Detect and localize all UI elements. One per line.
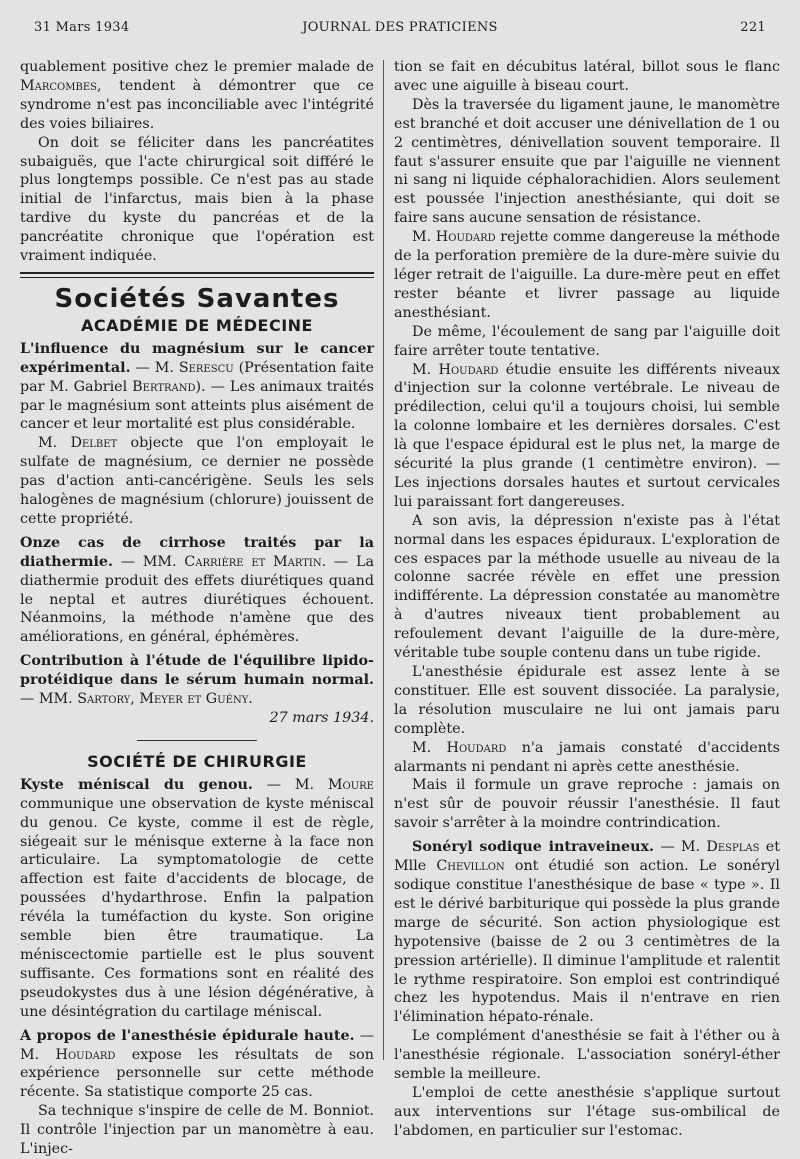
chirurgie-item-technique: Sa technique s'inspire de celle de M. Bonniot. Il contrôle l'injection par un manomètre à eau. L'injec- <box>20 1103 374 1158</box>
academie-heading: ACADÉMIE DE MÉDECINE <box>81 315 313 335</box>
chirurgie-item-anesthesie: A propos de l'anesthésie épidurale haute. — M. Houdard expose les résultats de son expérience personnelle sur cette méthode récente. Sa statistique comporte 25 cas. <box>20 1027 375 1101</box>
left-column <box>20 58 374 1159</box>
chirurgie-heading: SOCIÉTÉ DE CHIRURGIE <box>87 751 307 771</box>
section-title: Sociétés Savantes <box>54 283 340 314</box>
academie-item-delbet: M. Delbet objecte que l'on employait le sulfate de magnésium, ce dernier ne possède pas d'action anti-cancérigène. Seuls les sels halogènes de magnésium (chlorure) jouissent de cette propriété. <box>20 435 374 527</box>
intro-paragraph-2: On doit se féliciter dans les pancréatites subaiguës, que l'acte chirurgical soit différé le plus longtemps possible. Ce n'est pas au stade initial de l'infarctus, mais bien à la phase tardive du kyste du pancréas et de la pancréatite chronique que l'opération est vraiment indiquée. <box>20 134 374 265</box>
right-paragraph-3: M. Houdard rejette comme dangereuse la méthode de la perforation première de la dure-mère suivie du léger retrait de l'aiguille. La dure-mère peut en effet rester béante et livrer passage au liquide anesthésiant. <box>394 229 781 321</box>
right-paragraph-8: M. Houdard n'a jamais constaté d'accidents alarmants ni pendant ni après cette anesthésie. <box>394 739 780 775</box>
right-paragraph-4: De même, l'écoulement de sang par l'aiguille doit faire arrêter toute tentative. <box>394 323 780 359</box>
academie-date: 27 mars 1934. <box>269 710 374 726</box>
page-header <box>34 20 766 40</box>
right-column <box>394 58 780 1141</box>
separator-rule <box>137 740 257 741</box>
right-paragraph-5: M. Houdard étudie ensuite les différents niveaux d'injection sur la colonne vertébrale. Le niveau de prédilection, celui qu'il a toujours choisi, lui semble la colonne lombaire et les dernières dorsales. C'est là que l'espace épidural est le plus net, la marge de sécurité la plus grande (1 centimètre environ). — Les injections dorsales hautes et surtout cervicales lui paraissant fort dangereuses. <box>394 361 780 510</box>
header-journal-title: JOURNAL DES PRATICIENS <box>302 20 498 35</box>
right-paragraph-11: Le complément d'anesthésie se fait à l'éther ou à l'anesthésie régionale. L'association sonéryl-éther semble la meilleure. <box>394 1028 780 1083</box>
academie-item-cirrhose: Onze cas de cirrhose traités par la diathermie. — MM. Carrière et Martin. — La diathermie produit des effets diurétiques quand le neptal et autres diurétiques échouent. Néanmoins, la méthode n'amène que des améliorations, en général, éphémères. <box>20 534 374 646</box>
right-paragraph-9: Mais il formule un grave reproche : jamais on n'est sûr de pouvoir réussir l'anesthésie. Il faut savoir s'arrêter à la moindre contrindication. <box>394 777 780 832</box>
header-date: 31 Mars 1934 <box>34 20 130 35</box>
right-paragraph-12: L'emploi de cette anesthésie s'applique surtout aux interventions sur l'étage sus-ombilical de l'abdomen, en particulier sur l'estomac. <box>394 1084 780 1139</box>
author-name: Marcombes <box>20 77 97 94</box>
header-page-number: 221 <box>740 20 766 35</box>
right-paragraph-2: Dès la traversée du ligament jaune, le manomètre est branché et doit accuser une dénivellation de 1 ou 2 centimètres, dénivellation souvent temporaire. Il faut s'assurer ensuite que par l'aiguille ne viennent ni sang ni liquide céphalorachidien. Alors seulement est poussée l'injection anesthésiante, qui doit se faire sans aucune sensation de résistance. <box>394 96 780 227</box>
right-paragraph-7: L'anesthésie épidurale est assez lente à se constituer. Elle est souvent dissociée. La paralysie, la résolution musculaire ne lui ont jamais paru complète. <box>394 664 780 737</box>
academie-item-lipido: Contribution à l'étude de l'équilibre lipido-protéidique dans le sérum humain normal. — MM. Sartory, Meyer et Guény. <box>20 653 374 708</box>
column-divider <box>383 60 384 1060</box>
right-paragraph-6: A son avis, la dépression n'existe pas à l'état normal dans les espaces épiduraux. L'exploration de ces espaces par la méthode usuelle au niveau de la colonne sacrée révèle en effet une pression indifférente. La dépression constatée au manomètre à d'autres niveaux tient probablement au refoulement devant l'aiguille de la dure-mère, véritable tube souple contenu dans un tube rigide. <box>394 512 780 662</box>
right-paragraph-1: tion se fait en décubitus latéral, billot sous le flanc avec une aiguille à biseau court. <box>394 59 780 94</box>
intro-paragraph-1: quablement positive chez le premier malade de Marcombes, tendent à démontrer que ce syndrome n'est pas inconciliable avec l'intégrité des voies biliaires. <box>20 59 374 132</box>
section-divider <box>20 272 374 278</box>
right-item-soneryl: Sonéryl sodique intraveineux. — M. Desplas et Mlle Chevillon ont étudié son action. Le sonéryl sodique constitue l'anesthésique de base « type ». Il est le dérivé barbiturique qui possède la plus grande marge de sécurité. Son action physiologique est hypotensive (baisse de 2 ou 3 centimètres de la pression artérielle). Il diminue l'amplitude et ralentit le rythme respiratoire. Son emploi est contrindiqué chez les hypotendus. Mais il n'entrave en rien l'élimination hépato-rénale. <box>394 839 780 1026</box>
academie-item-magnesium: L'influence du magnésium sur le cancer expérimental. — M. Serescu (Présentation faite par M. Gabriel Bertrand). — Les animaux traités par le magnésium sont atteints plus aisément de cancer et leur mortalité est plus considérable. <box>20 340 374 433</box>
chirurgie-item-kyste: Kyste méniscal du genou. — M. Moure communique une observation de kyste méniscal du genou. Ce kyste, comme il est de règle, siégeait sur le ménisque externe à la face non articulaire. La symptomatologie de cette affection est faite d'accidents de blocage, de poussées d'hydarthrose. Enfin la palpation révéla la tuméfaction du kyste. Son origine semble bien être traumatique. La méniscectomie partielle est le plus souvent suffisante. Ces formations sont en réalité des pseudokystes dus à une lésion dégénérative, à une désintégration du cartilage méniscal. <box>20 776 374 1020</box>
